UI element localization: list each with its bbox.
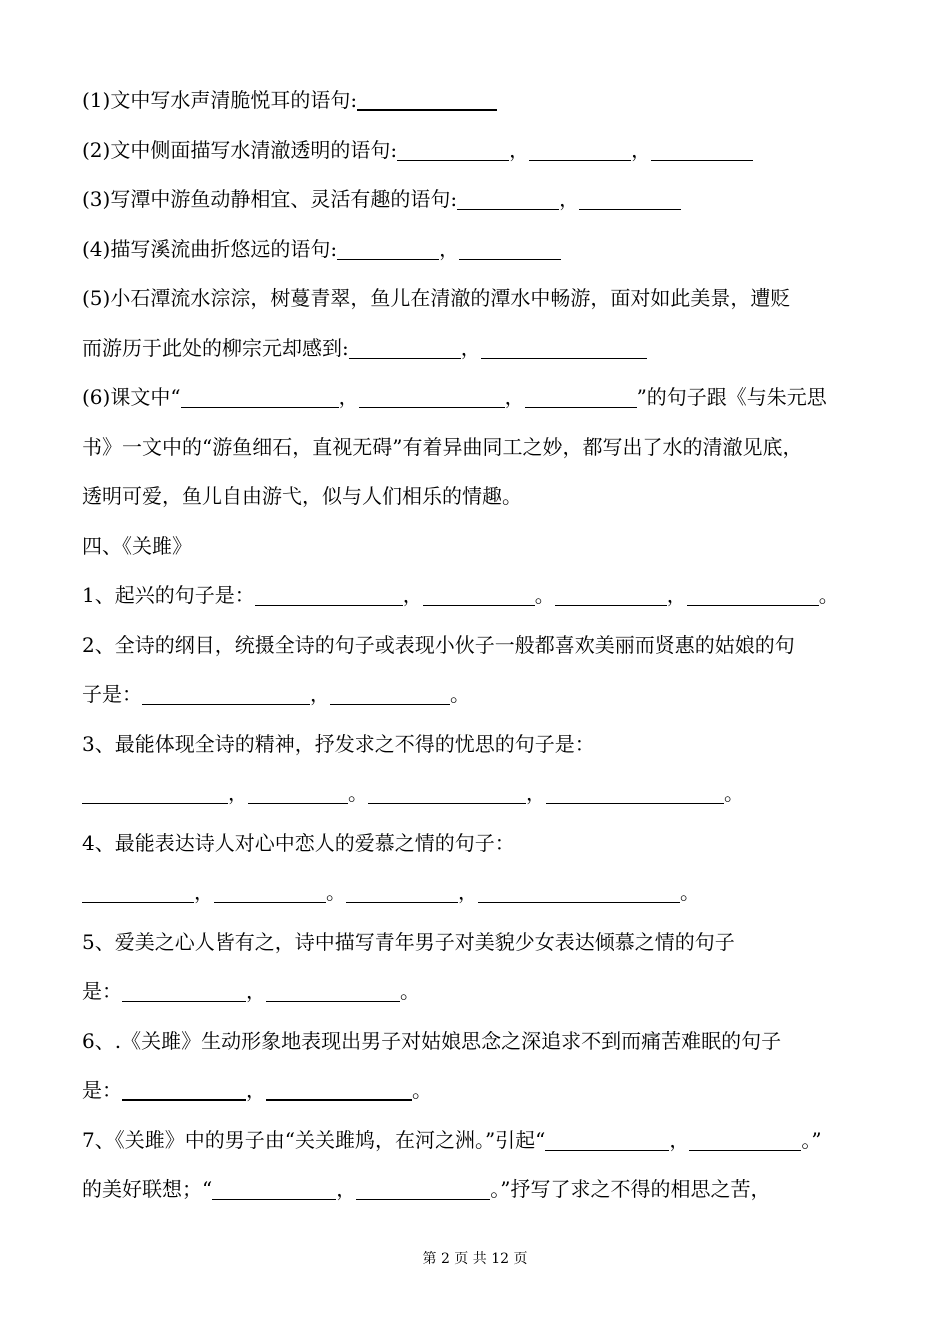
answer-blank[interactable] [82,802,228,804]
answer-blank[interactable] [122,1000,246,1002]
line-text: 。” [801,1127,822,1152]
line-text: 。 [348,781,368,805]
text-line [82,1066,882,1116]
line-text: 3、最能体现全诗的精神，抒发求之不得的忧思的句子是： [82,731,595,756]
line-text: 是： [82,979,122,1003]
text-line [82,175,882,225]
answer-blank[interactable] [525,406,637,408]
text-line [82,720,882,770]
answer-blank[interactable] [346,901,458,903]
line-text: ， [666,583,687,607]
answer-blank[interactable] [337,258,439,260]
answer-blank[interactable] [529,159,631,161]
text-line [82,472,882,522]
answer-blank[interactable] [266,1098,412,1101]
line-text: 。 [412,1078,432,1102]
answer-blank[interactable] [359,406,505,408]
answer-blank[interactable] [368,802,526,804]
text-line [82,918,882,968]
line-text: 1、起兴的句子是： [82,583,255,607]
line-text: 。 [326,880,346,904]
line-text: 。”抒写了求之不得的相思之苦， [490,1177,771,1201]
answer-blank[interactable] [689,1149,801,1151]
answer-blank[interactable] [142,703,310,705]
answer-blank[interactable] [546,802,724,804]
text-line [82,1165,882,1215]
answer-blank[interactable] [555,604,667,606]
answer-blank[interactable] [357,108,497,111]
line-text: ， [194,880,214,904]
line-text: 。 [450,682,470,706]
answer-blank[interactable] [82,901,194,903]
line-text: (2)文中侧面描写水清澈透明的语句: [82,137,398,162]
answer-blank[interactable] [651,159,753,161]
line-text: ”的句子跟《与朱元思 [636,385,827,409]
text-line [82,126,882,176]
line-text: ， [246,1078,266,1102]
line-text: 。 [534,583,555,607]
answer-blank[interactable] [212,1198,336,1200]
line-text: 4、最能表达诗人对心中恋人的爱慕之情的句子： [82,830,515,855]
line-text: (3)写潭中游鱼动静相宜、灵活有趣的语句: [82,187,458,211]
answer-blank[interactable] [356,1198,490,1200]
answer-blank[interactable] [423,604,535,606]
text-line [82,571,882,621]
answer-blank[interactable] [579,208,681,210]
line-text: 的美好联想；“ [82,1177,213,1201]
line-text: ， [526,781,546,805]
text-line [82,373,882,423]
text-line [82,769,882,819]
answer-blank[interactable] [214,901,326,903]
answer-blank[interactable] [687,604,819,606]
text-line [82,324,882,374]
line-text: 四、《关雎》 [82,533,192,558]
text-line [82,621,882,671]
answer-blank[interactable] [457,208,559,210]
text-line [82,1017,882,1067]
line-text: (1)文中写水声清脆悦耳的语句: [82,88,358,112]
text-line [82,868,882,918]
line-text: 2、全诗的纲目，统摄全诗的句子或表现小伙子一般都喜欢美丽而贤惠的姑娘的句 [82,632,795,657]
line-text: (6)课文中“ [82,385,181,409]
line-text: (4)描写溪流曲折悠远的语句: [82,236,338,261]
text-line [82,670,882,720]
text-line [82,522,882,572]
answer-blank[interactable] [122,1098,246,1101]
text-line [82,76,882,126]
line-text: 。 [400,979,420,1003]
line-text: 而游历于此处的柳宗元却感到: [82,335,349,360]
text-line [82,967,882,1017]
line-text: ， [338,385,359,409]
line-text: 6、.《关雎》生动形象地表现出男子对姑娘思念之深追求不到而痛苦难眠的句子 [82,1028,782,1053]
line-text: 。 [724,781,744,805]
line-text: 7、《关雎》中的男子由“关关雎鸠，在河之洲。”引起“ [82,1127,546,1152]
line-text: 书》一文中的“游鱼细石，直视无碍”有着异曲同工之妙，都写出了水的清澈见底， [82,434,803,459]
line-text: ， [509,137,530,162]
line-text: ， [246,979,266,1003]
answer-blank[interactable] [330,703,450,705]
line-text: ， [402,583,423,607]
line-text: 是： [82,1078,122,1102]
page-footer: 第 2 页 共 12 页 [422,1251,528,1267]
answer-blank[interactable] [459,258,561,260]
line-text: ， [439,236,460,261]
text-line [82,1116,882,1166]
line-text: ， [631,137,652,162]
text-line [82,225,882,275]
text-line [82,819,882,869]
line-text: ， [228,781,248,805]
line-text: ， [504,385,525,409]
line-text: 子是： [82,682,142,706]
answer-blank[interactable] [349,357,461,359]
line-text: ， [310,682,330,706]
line-text: (5)小石潭流水淙淙，树蔓青翠，鱼儿在清澈的潭水中畅游，面对如此美景，遭贬 [82,286,791,310]
line-text: 5、爱美之心人皆有之，诗中描写青年男子对美貌少女表达倾慕之情的句子 [82,929,735,954]
line-text: 透明可爱，鱼儿自由游弋，似与人们相乐的情趣。 [82,484,522,508]
line-text: ， [559,187,580,211]
answer-blank[interactable] [181,406,339,408]
line-text: ， [460,335,481,360]
answer-blank[interactable] [545,1149,669,1151]
text-line [82,274,882,324]
text-line [82,423,882,473]
line-text: 。 [818,583,839,607]
answer-blank[interactable] [478,901,680,903]
answer-blank[interactable] [255,604,403,606]
answer-blank[interactable] [397,159,509,161]
line-text: ， [458,880,478,904]
answer-blank[interactable] [248,802,348,804]
document-body [82,76,882,1215]
line-text: 。 [680,880,700,904]
line-text: ， [336,1177,357,1201]
answer-blank[interactable] [481,357,647,359]
line-text: ， [669,1127,690,1152]
answer-blank[interactable] [266,1000,400,1002]
